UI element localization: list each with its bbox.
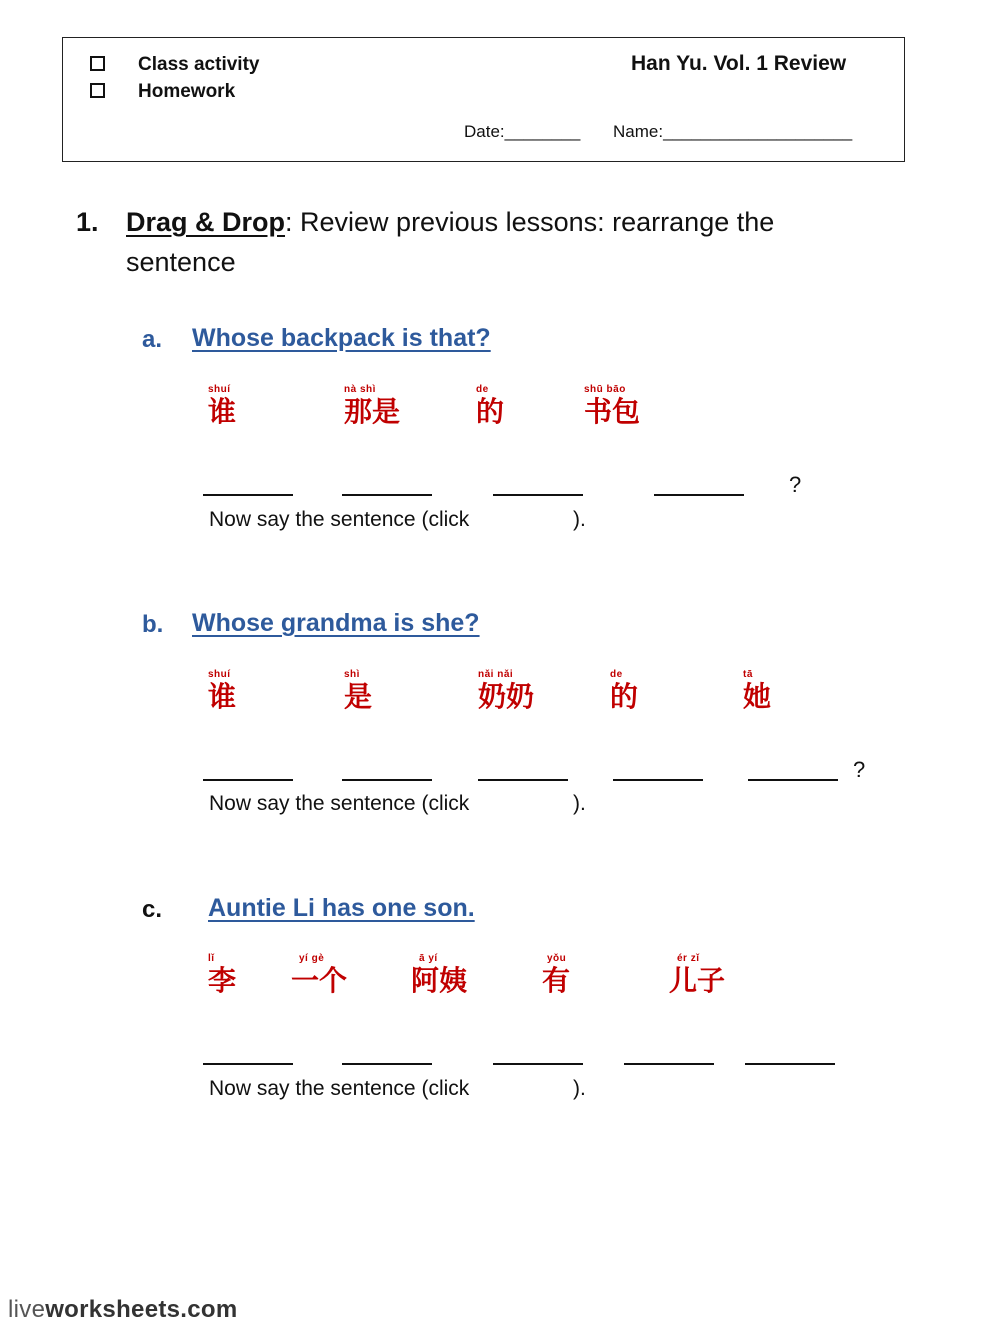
pinyin: de xyxy=(610,669,623,680)
hanzi: 她 xyxy=(743,680,772,713)
pinyin: nà shì xyxy=(344,384,376,395)
pinyin: shū bāo xyxy=(584,384,626,395)
say-sentence-prompt: Now say the sentence (click xyxy=(209,1077,470,1100)
audio-play-button[interactable] xyxy=(500,508,572,532)
drop-blank[interactable] xyxy=(624,1063,714,1065)
section-c-letter: c. xyxy=(142,896,163,923)
name-field[interactable]: Name:____________________ xyxy=(613,122,853,141)
audio-play-button[interactable] xyxy=(500,1077,572,1101)
drop-blank[interactable] xyxy=(342,1063,432,1065)
drop-blank[interactable] xyxy=(203,779,293,781)
question-heading xyxy=(126,207,774,238)
hanzi: 是 xyxy=(344,680,373,713)
pinyin: de xyxy=(476,384,489,395)
question-number: 1. xyxy=(76,207,99,237)
say-sentence-close: ). xyxy=(573,1077,586,1100)
drop-blank[interactable] xyxy=(745,1063,835,1065)
hanzi: 李 xyxy=(208,964,237,997)
question-description-cont: sentence xyxy=(126,247,236,277)
pinyin: shì xyxy=(344,669,360,680)
say-sentence-prompt: Now say the sentence (click xyxy=(209,792,470,815)
drag-word[interactable] xyxy=(208,669,236,713)
drag-word[interactable] xyxy=(291,953,347,997)
section-b-title: Whose grandma is she? xyxy=(192,609,480,637)
pinyin: lǐ xyxy=(208,953,215,964)
date-field[interactable]: Date:________ xyxy=(464,122,581,141)
class-activity-checkbox[interactable] xyxy=(90,56,105,71)
drop-blank[interactable] xyxy=(342,779,432,781)
say-sentence-prompt: Now say the sentence (click xyxy=(209,508,470,531)
drag-word[interactable] xyxy=(478,669,534,713)
pinyin: yí gè xyxy=(299,953,325,964)
end-mark: ? xyxy=(789,472,802,497)
question-title: Drag & Drop xyxy=(126,207,286,237)
drag-word[interactable] xyxy=(743,669,771,713)
section-a-title: Whose backpack is that? xyxy=(192,324,491,352)
pinyin: ā yí xyxy=(419,953,438,964)
drop-blank[interactable] xyxy=(203,494,293,496)
drop-blank[interactable] xyxy=(613,779,703,781)
end-mark: ? xyxy=(853,757,866,782)
section-b-letter: b. xyxy=(142,611,164,638)
logo-tld: .com xyxy=(180,1296,238,1323)
hanzi: 那是 xyxy=(344,395,401,428)
logo-worksheets: worksheets xyxy=(45,1296,181,1323)
hanzi: 一个 xyxy=(291,964,348,997)
homework-label: Homework xyxy=(138,81,236,102)
drag-word[interactable] xyxy=(584,384,640,428)
logo-live: live xyxy=(8,1296,46,1323)
drag-word[interactable] xyxy=(344,669,372,713)
class-activity-label: Class activity xyxy=(138,54,260,75)
drag-word[interactable] xyxy=(610,669,638,713)
drop-blank[interactable] xyxy=(493,494,583,496)
hanzi: 书包 xyxy=(584,395,641,428)
audio-play-button[interactable] xyxy=(500,792,572,816)
say-sentence-close: ). xyxy=(573,792,586,815)
pinyin: ér zǐ xyxy=(677,953,700,964)
liveworksheets-logo[interactable] xyxy=(8,1296,238,1324)
pinyin: shuí xyxy=(208,669,231,680)
drop-blank[interactable] xyxy=(342,494,432,496)
say-sentence-close: ). xyxy=(573,508,586,531)
hanzi: 儿子 xyxy=(669,964,726,997)
pinyin: nǎi nǎi xyxy=(478,669,514,680)
pinyin: shuí xyxy=(208,384,231,395)
drag-word[interactable] xyxy=(669,953,725,997)
section-a-letter: a. xyxy=(142,326,163,353)
drop-blank[interactable] xyxy=(748,779,838,781)
drop-blank[interactable] xyxy=(478,779,568,781)
hanzi: 的 xyxy=(610,680,639,713)
worksheet-title: Han Yu. Vol. 1 Review xyxy=(631,52,847,75)
section-c-title: Auntie Li has one son. xyxy=(208,894,475,922)
hanzi: 谁 xyxy=(208,680,237,713)
drag-word[interactable] xyxy=(208,953,236,997)
hanzi: 谁 xyxy=(208,395,237,428)
pinyin: tā xyxy=(743,669,753,680)
hanzi: 有 xyxy=(542,964,571,997)
drop-blank[interactable] xyxy=(203,1063,293,1065)
question-description: : Review previous lessons: rearrange the xyxy=(285,207,775,237)
drag-word[interactable] xyxy=(411,953,467,997)
hanzi: 奶奶 xyxy=(478,680,535,713)
hanzi: 阿姨 xyxy=(411,964,468,997)
drop-blank[interactable] xyxy=(493,1063,583,1065)
homework-checkbox[interactable] xyxy=(90,83,105,98)
hanzi: 的 xyxy=(476,395,505,428)
drag-word[interactable] xyxy=(344,384,400,428)
drag-word[interactable] xyxy=(542,953,570,997)
drag-word[interactable] xyxy=(476,384,504,428)
drop-blank[interactable] xyxy=(654,494,744,496)
drag-word[interactable] xyxy=(208,384,236,428)
pinyin: yǒu xyxy=(547,953,567,964)
